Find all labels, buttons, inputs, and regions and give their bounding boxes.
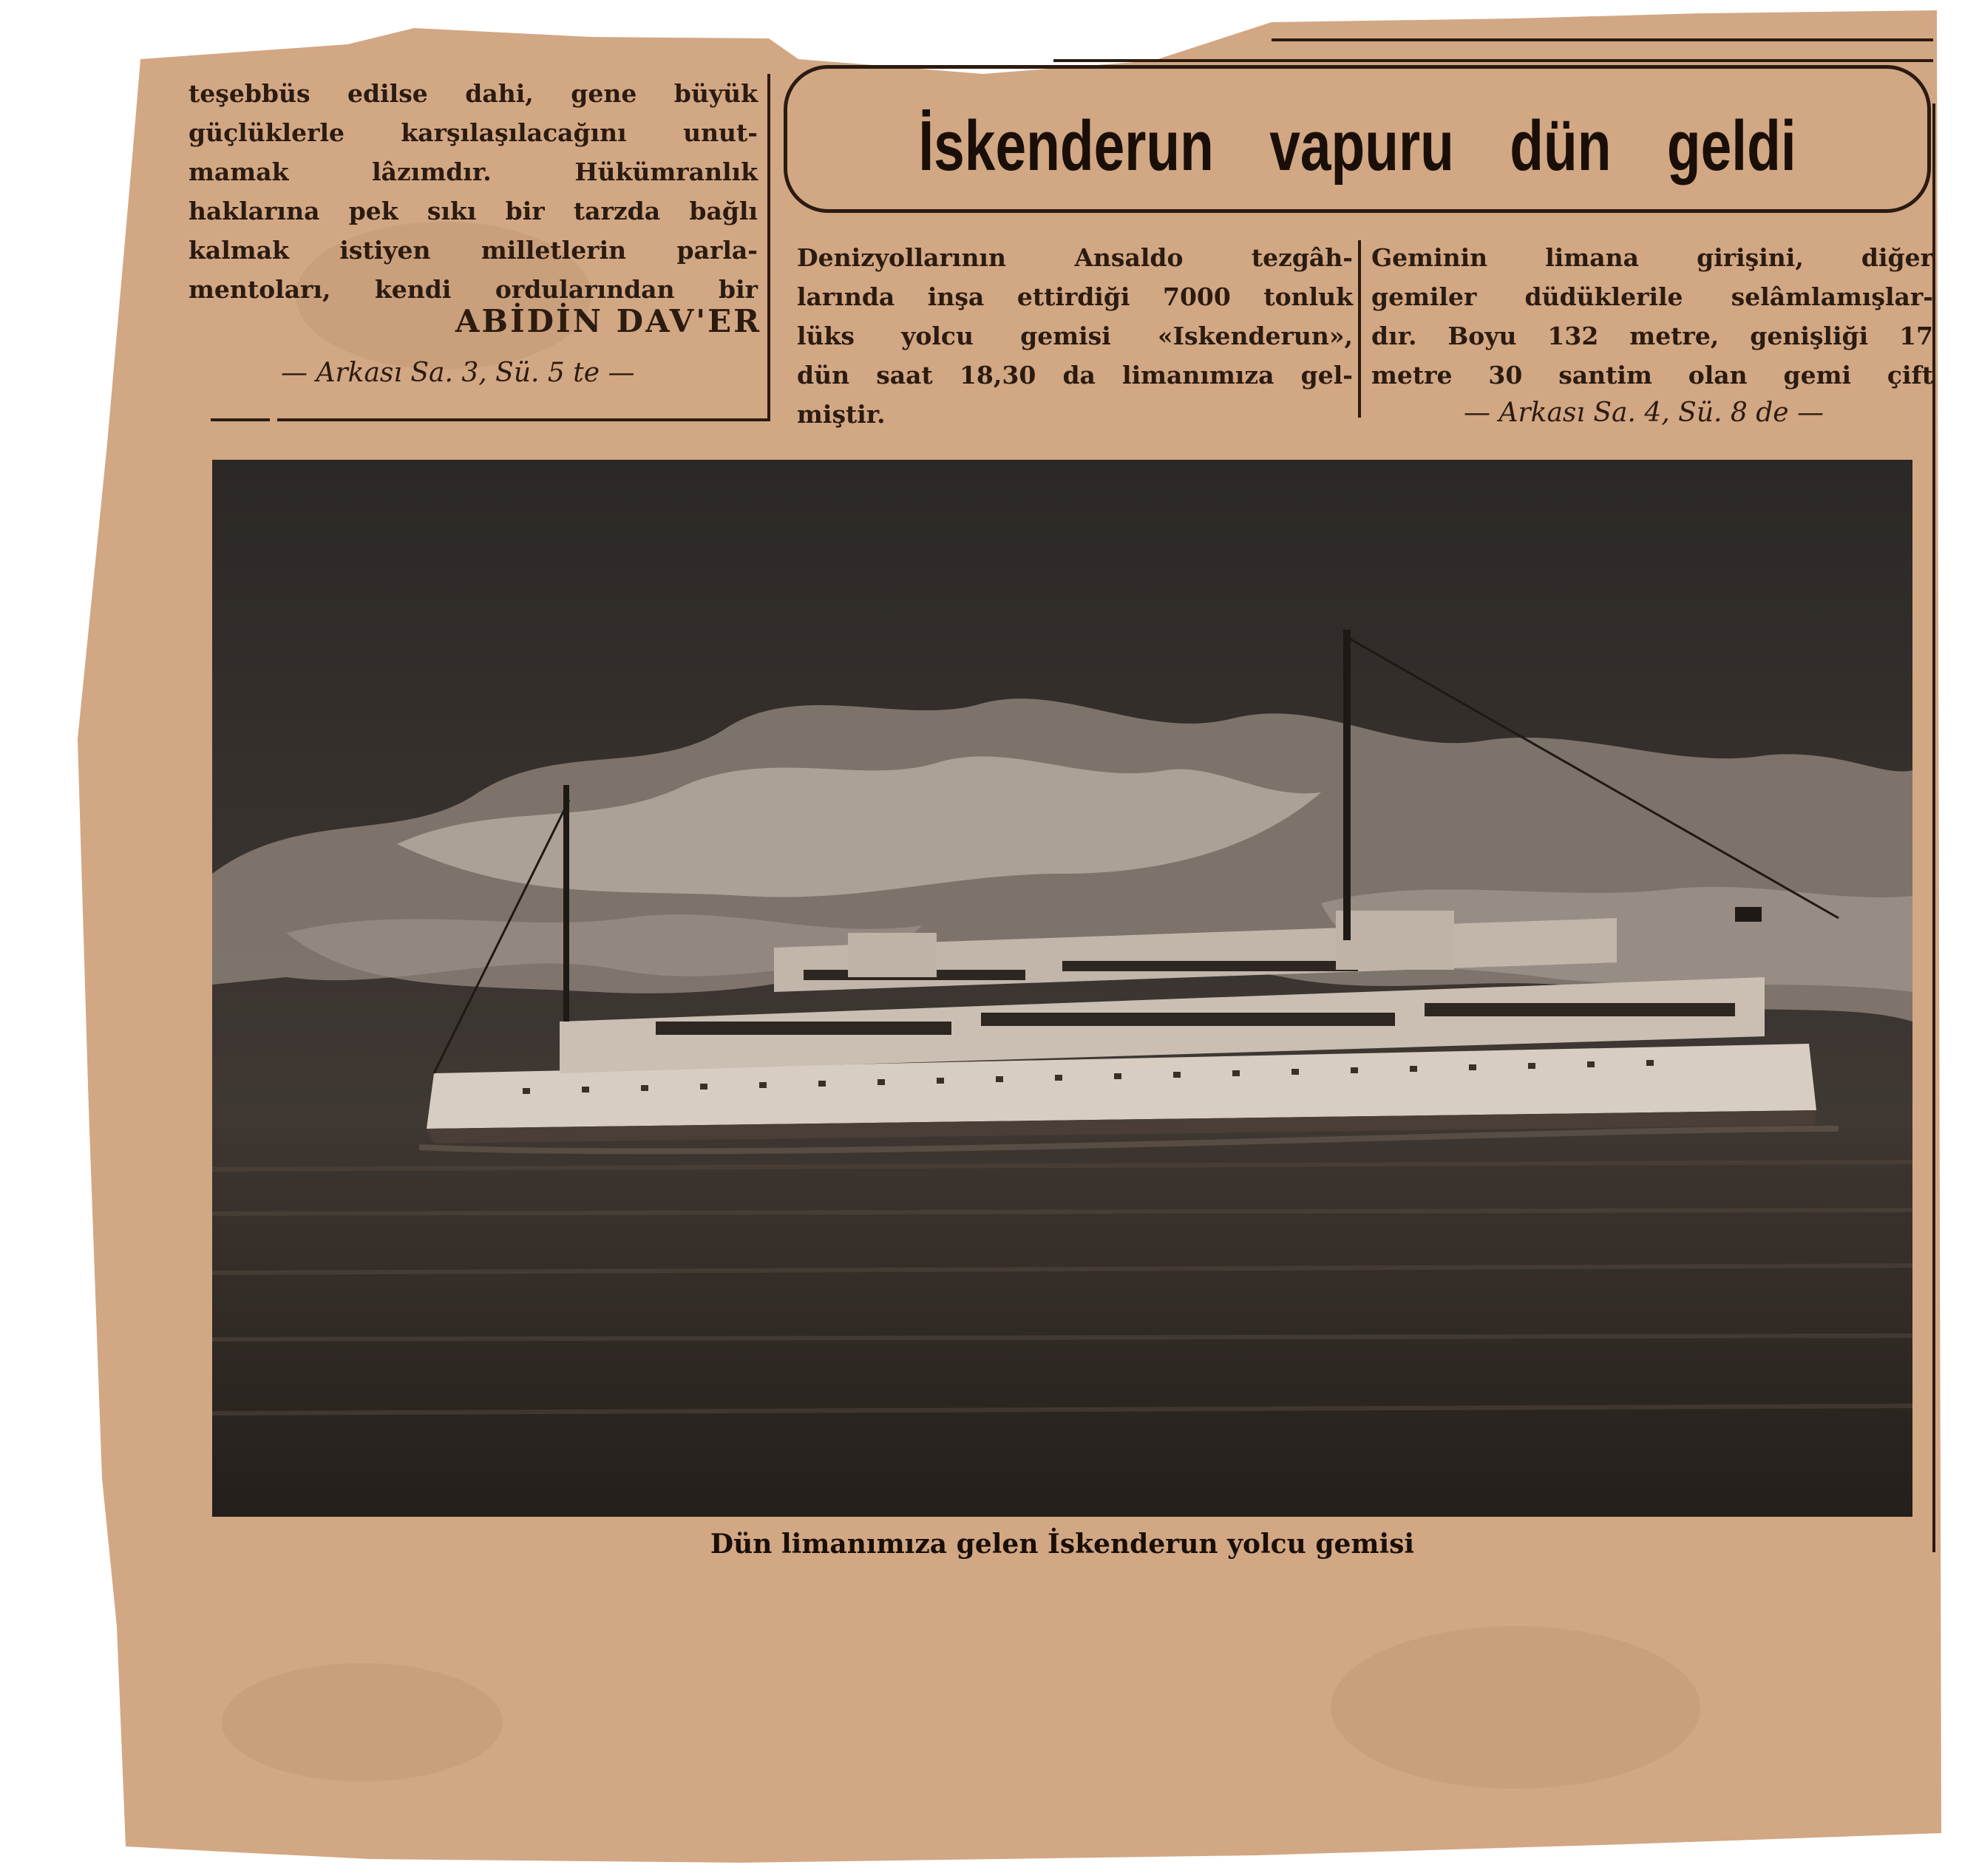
text-line: kalmak istiyen milletlerin parla- bbox=[189, 236, 758, 265]
text-line: haklarına pek sıkı bir tarzda bağlı bbox=[189, 197, 758, 225]
middle-article-column bbox=[797, 238, 1353, 434]
text-line: teşebbüs edilse dahi, gene büyük bbox=[189, 79, 758, 108]
text-line: mentoları, kendi ordularından bir bbox=[189, 275, 758, 304]
text-line: larında inşa ettirdiği 7000 tonluk bbox=[797, 282, 1353, 311]
text-line: Denizyollarının Ansaldo tezgâh- bbox=[797, 243, 1353, 272]
text-line: gemiler düdüklerile selâmlamışlar- bbox=[1371, 282, 1933, 311]
top-rule bbox=[1272, 38, 1933, 41]
left-article-column bbox=[189, 74, 758, 309]
headline: İskenderun vapuru dün geldi bbox=[918, 106, 1796, 186]
right-continuation-note: — Arkası Sa. 4, Sü. 8 de — bbox=[1464, 398, 1824, 428]
bottom-rule bbox=[211, 418, 270, 421]
text-line: mamak lâzımdır. Hükümranlık bbox=[189, 157, 758, 186]
text-line: dün saat 18,30 da limanımıza gel- bbox=[797, 361, 1353, 390]
left-article-text bbox=[189, 74, 758, 309]
top-rule bbox=[1053, 59, 1933, 62]
right-article-column bbox=[1371, 238, 1933, 395]
left-continuation-note: — Arkası Sa. 3, Sü. 5 te — bbox=[281, 358, 635, 388]
text-line: miştir. bbox=[797, 400, 886, 429]
author-byline: ABİDİN DAV'ER bbox=[455, 303, 761, 339]
ship-photo bbox=[212, 460, 1912, 1517]
middle-article-text bbox=[797, 238, 1353, 434]
bottom-rule bbox=[277, 418, 769, 421]
text-line: güçlüklerle karşılaşılacağını unut- bbox=[189, 118, 758, 147]
right-article-text bbox=[1371, 238, 1933, 395]
text-line: dır. Boyu 132 metre, genişliği 17 bbox=[1371, 322, 1933, 350]
column-divider bbox=[767, 74, 770, 421]
text-line: metre 30 santim olan gemi çift bbox=[1371, 361, 1933, 390]
text-line: lüks yolcu gemisi «Iskenderun», bbox=[797, 322, 1353, 350]
text-line: Geminin limana girişini, diğer bbox=[1371, 243, 1933, 272]
column-divider bbox=[1358, 240, 1361, 418]
photo-caption: Dün limanımıza gelen İskenderun yolcu gemisi bbox=[710, 1529, 1415, 1560]
headline-box bbox=[784, 65, 1931, 213]
